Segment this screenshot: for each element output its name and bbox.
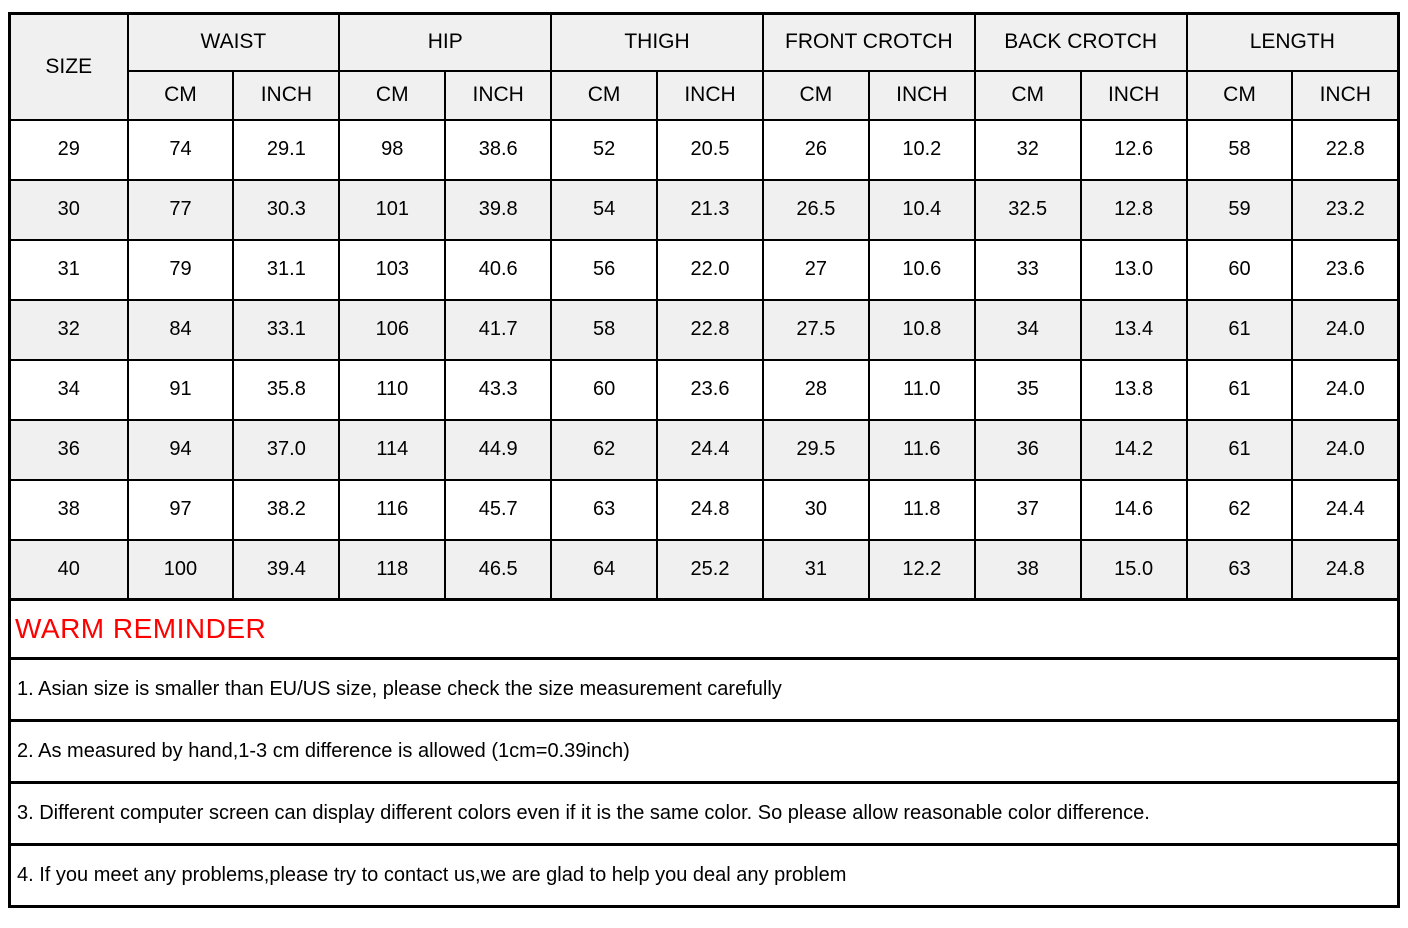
- table-row: [10, 120, 1399, 180]
- unit-header-cm: CM: [763, 71, 869, 120]
- unit-header-inch: INCH: [445, 71, 551, 120]
- sheet: [8, 12, 1400, 908]
- measurement-cell: 22.8: [657, 300, 763, 360]
- size-cell: 31: [10, 240, 128, 300]
- measurement-cell: 11.6: [869, 420, 975, 480]
- measurement-cell: 12.6: [1081, 120, 1187, 180]
- measurement-cell: 62: [551, 420, 657, 480]
- size-cell: 32: [10, 300, 128, 360]
- measurement-cell: 31.1: [233, 240, 339, 300]
- measurement-cell: 56: [551, 240, 657, 300]
- note-text: 3. Different computer screen can display different colors even if it is the same color. So please allow reasonable color difference.: [17, 802, 1150, 824]
- measurement-cell: 118: [339, 540, 445, 600]
- measurement-cell: 29.1: [233, 120, 339, 180]
- size-chart-header: [10, 14, 1399, 120]
- measurement-cell: 13.0: [1081, 240, 1187, 300]
- col-group-hip: HIP: [339, 14, 551, 71]
- measurement-cell: 33.1: [233, 300, 339, 360]
- measurement-cell: 35.8: [233, 360, 339, 420]
- table-row: [10, 240, 1399, 300]
- unit-header-cm: CM: [128, 71, 234, 120]
- measurement-cell: 38.2: [233, 480, 339, 540]
- measurement-cell: 61: [1187, 360, 1293, 420]
- note-text: 4. If you meet any problems,please try to contact us,we are glad to help you deal any problem: [17, 864, 847, 886]
- measurement-cell: 64: [551, 540, 657, 600]
- col-header-size: SIZE: [10, 14, 128, 120]
- measurement-cell: 98: [339, 120, 445, 180]
- col-group-back-crotch: BACK CROTCH: [975, 14, 1187, 71]
- measurement-cell: 94: [128, 420, 234, 480]
- measurement-cell: 60: [551, 360, 657, 420]
- measurement-cell: 38: [975, 540, 1081, 600]
- note-text: 1. Asian size is smaller than EU/US size, please check the size measurement carefully: [17, 678, 782, 700]
- measurement-cell: 23.2: [1292, 180, 1398, 240]
- measurement-cell: 39.8: [445, 180, 551, 240]
- measurement-cell: 23.6: [1292, 240, 1398, 300]
- measurement-cell: 11.0: [869, 360, 975, 420]
- measurement-cell: 29.5: [763, 420, 869, 480]
- note-item-2: [8, 719, 1400, 784]
- measurement-cell: 59: [1187, 180, 1293, 240]
- measurement-cell: 14.2: [1081, 420, 1187, 480]
- measurement-cell: 84: [128, 300, 234, 360]
- note-item-4: [8, 843, 1400, 908]
- measurement-cell: 52: [551, 120, 657, 180]
- measurement-cell: 30: [763, 480, 869, 540]
- measurement-cell: 62: [1187, 480, 1293, 540]
- measurement-cell: 36: [975, 420, 1081, 480]
- note-item-1: [8, 657, 1400, 722]
- measurement-cell: 31: [763, 540, 869, 600]
- measurement-cell: 74: [128, 120, 234, 180]
- measurement-cell: 61: [1187, 420, 1293, 480]
- measurement-cell: 101: [339, 180, 445, 240]
- measurement-cell: 23.6: [657, 360, 763, 420]
- warm-reminder-title: WARM REMINDER: [15, 613, 267, 644]
- note-item-3: [8, 781, 1400, 846]
- measurement-cell: 25.2: [657, 540, 763, 600]
- measurement-cell: 34: [975, 300, 1081, 360]
- table-row: [10, 420, 1399, 480]
- measurement-cell: 26: [763, 120, 869, 180]
- measurement-cell: 28: [763, 360, 869, 420]
- measurement-cell: 106: [339, 300, 445, 360]
- measurement-cell: 26.5: [763, 180, 869, 240]
- measurement-cell: 24.0: [1292, 300, 1398, 360]
- unit-header-inch: INCH: [1081, 71, 1187, 120]
- measurement-cell: 37.0: [233, 420, 339, 480]
- size-cell: 40: [10, 540, 128, 600]
- measurement-cell: 27: [763, 240, 869, 300]
- measurement-cell: 97: [128, 480, 234, 540]
- size-chart-table: [8, 12, 1400, 601]
- measurement-cell: 22.8: [1292, 120, 1398, 180]
- measurement-cell: 43.3: [445, 360, 551, 420]
- measurement-cell: 39.4: [233, 540, 339, 600]
- measurement-cell: 24.0: [1292, 420, 1398, 480]
- col-group-thigh: THIGH: [551, 14, 763, 71]
- measurement-cell: 13.8: [1081, 360, 1187, 420]
- measurement-cell: 12.2: [869, 540, 975, 600]
- table-row: [10, 480, 1399, 540]
- size-cell: 36: [10, 420, 128, 480]
- unit-header-cm: CM: [1187, 71, 1293, 120]
- unit-header-inch: INCH: [233, 71, 339, 120]
- measurement-cell: 116: [339, 480, 445, 540]
- measurement-cell: 10.4: [869, 180, 975, 240]
- measurement-cell: 14.6: [1081, 480, 1187, 540]
- measurement-cell: 77: [128, 180, 234, 240]
- unit-header-cm: CM: [975, 71, 1081, 120]
- size-cell: 34: [10, 360, 128, 420]
- measurement-cell: 30.3: [233, 180, 339, 240]
- measurement-cell: 10.6: [869, 240, 975, 300]
- measurement-cell: 24.8: [1292, 540, 1398, 600]
- measurement-cell: 58: [551, 300, 657, 360]
- measurement-cell: 54: [551, 180, 657, 240]
- measurement-cell: 60: [1187, 240, 1293, 300]
- warm-reminder-section: [8, 598, 1400, 660]
- measurement-cell: 91: [128, 360, 234, 420]
- measurement-cell: 61: [1187, 300, 1293, 360]
- measurement-cell: 63: [551, 480, 657, 540]
- measurement-cell: 20.5: [657, 120, 763, 180]
- size-cell: 29: [10, 120, 128, 180]
- measurement-cell: 24.4: [657, 420, 763, 480]
- measurement-cell: 35: [975, 360, 1081, 420]
- measurement-cell: 79: [128, 240, 234, 300]
- unit-header-inch: INCH: [1292, 71, 1398, 120]
- col-group-front-crotch: FRONT CROTCH: [763, 14, 975, 71]
- measurement-cell: 15.0: [1081, 540, 1187, 600]
- measurement-cell: 11.8: [869, 480, 975, 540]
- measurement-cell: 13.4: [1081, 300, 1187, 360]
- measurement-cell: 33: [975, 240, 1081, 300]
- measurement-cell: 44.9: [445, 420, 551, 480]
- measurement-cell: 24.4: [1292, 480, 1398, 540]
- size-cell: 38: [10, 480, 128, 540]
- measurement-cell: 110: [339, 360, 445, 420]
- measurement-cell: 32.5: [975, 180, 1081, 240]
- measurement-cell: 24.0: [1292, 360, 1398, 420]
- unit-header-inch: INCH: [657, 71, 763, 120]
- measurement-cell: 32: [975, 120, 1081, 180]
- measurement-cell: 114: [339, 420, 445, 480]
- measurement-cell: 63: [1187, 540, 1293, 600]
- unit-header-inch: INCH: [869, 71, 975, 120]
- measurement-cell: 12.8: [1081, 180, 1187, 240]
- col-group-length: LENGTH: [1187, 14, 1399, 71]
- col-group-waist: WAIST: [128, 14, 340, 71]
- measurement-cell: 45.7: [445, 480, 551, 540]
- table-row: [10, 180, 1399, 240]
- measurement-cell: 46.5: [445, 540, 551, 600]
- measurement-cell: 58: [1187, 120, 1293, 180]
- measurement-cell: 40.6: [445, 240, 551, 300]
- size-table-body: [10, 120, 1399, 600]
- note-text: 2. As measured by hand,1-3 cm difference is allowed (1cm=0.39inch): [17, 740, 630, 762]
- unit-header-cm: CM: [551, 71, 657, 120]
- measurement-cell: 27.5: [763, 300, 869, 360]
- measurement-cell: 37: [975, 480, 1081, 540]
- measurement-cell: 41.7: [445, 300, 551, 360]
- measurement-cell: 100: [128, 540, 234, 600]
- measurement-cell: 10.8: [869, 300, 975, 360]
- measurement-cell: 103: [339, 240, 445, 300]
- measurement-cell: 22.0: [657, 240, 763, 300]
- measurement-cell: 38.6: [445, 120, 551, 180]
- unit-header-cm: CM: [339, 71, 445, 120]
- table-row: [10, 540, 1399, 600]
- table-row: [10, 300, 1399, 360]
- measurement-cell: 21.3: [657, 180, 763, 240]
- table-row: [10, 360, 1399, 420]
- size-cell: 30: [10, 180, 128, 240]
- measurement-cell: 24.8: [657, 480, 763, 540]
- measurement-cell: 10.2: [869, 120, 975, 180]
